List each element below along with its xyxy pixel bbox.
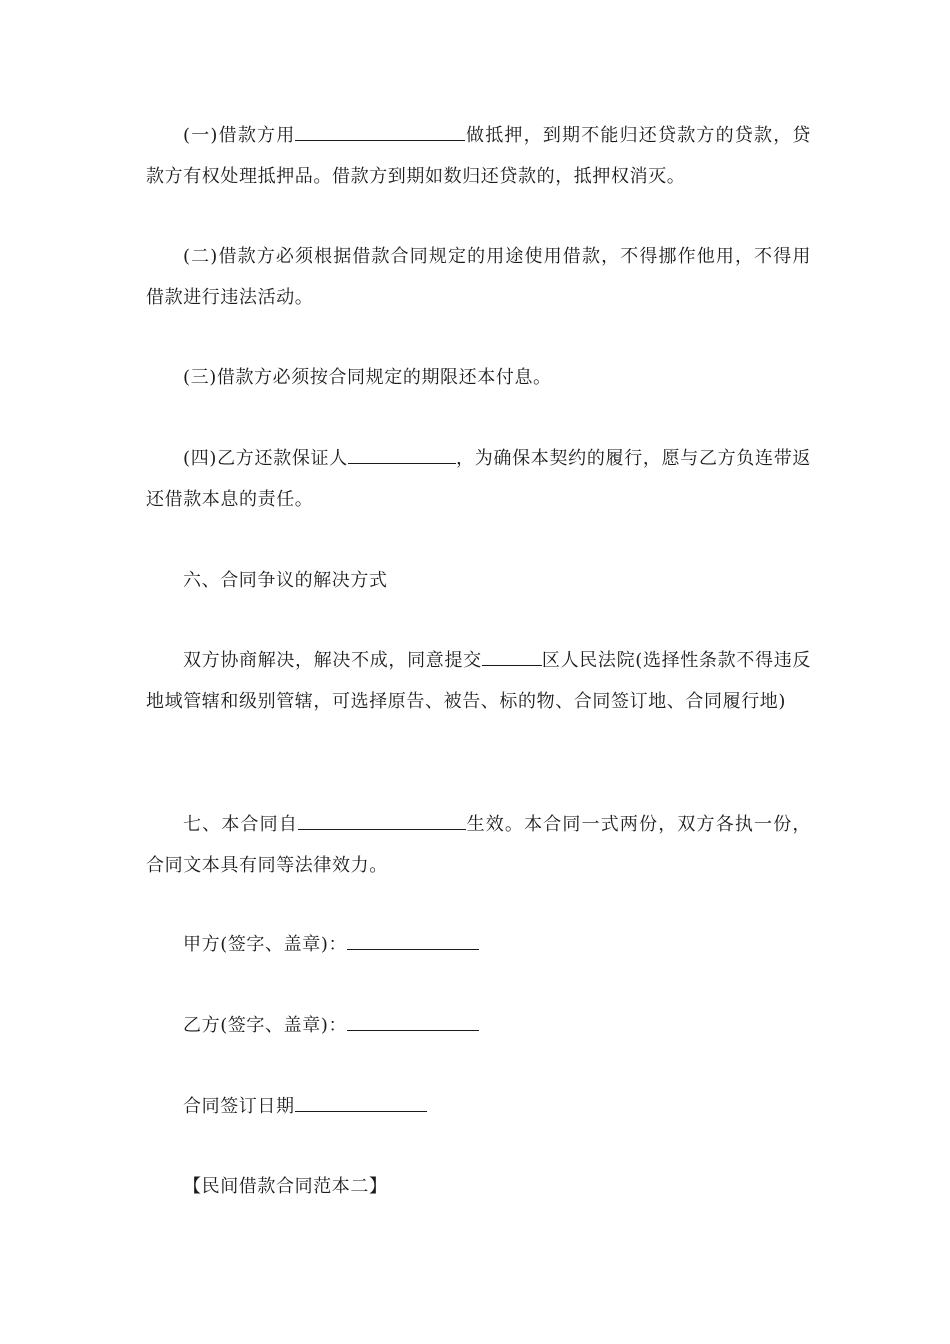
clause-guarantor-lead: (四)乙方还款保证人: [183, 448, 348, 469]
party-b-signature-label: 乙方(签字、盖章)：: [183, 1015, 348, 1036]
clause-repayment-term: (三)借款方必须按合同规定的期限还本付息。: [183, 367, 552, 388]
signing-date-label: 合同签订日期: [183, 1096, 295, 1117]
party-b-signature-line: [146, 1005, 811, 1046]
signing-date-blank: [295, 1089, 427, 1112]
party-a-signature-label: 甲方(签字、盖章)：: [183, 934, 348, 955]
party-b-signature-blank: [347, 1008, 479, 1031]
effective-date-blank: [298, 807, 466, 830]
clause-effectiveness: [146, 804, 811, 886]
clause-guarantor: [146, 438, 811, 520]
party-a-signature-blank: [347, 927, 479, 950]
clause-effectiveness-rest: 生效。本合同一式两份，双方各执一份，合同文本具有同等法律效力。: [146, 814, 811, 876]
guarantor-blank: [348, 441, 456, 464]
clause-effectiveness-lead: 七、本合同自: [183, 814, 298, 835]
section-title-template-two: 【民间借款合同范本二】: [183, 1176, 388, 1197]
court-district-blank: [482, 643, 542, 666]
clause-mortgage: [146, 115, 811, 197]
clause-loan-usage: (二)借款方必须根据借款合同规定的用途使用借款，不得挪作他用，不得用借款进行违法活动。: [146, 246, 811, 308]
signing-date-line: [146, 1086, 811, 1127]
party-a-signature-line: [146, 924, 811, 965]
clause-dispute-rest: 区人民法院(选择性条款不得违反地域管辖和级别管辖，可选择原告、被告、标的物、合同签订地、合同履行地): [146, 650, 811, 712]
clause-guarantor-rest: ，为确保本契约的履行，愿与乙方负连带返还借款本息的责任。: [146, 448, 812, 510]
section-heading-dispute: 六、合同争议的解决方式: [183, 570, 388, 591]
clause-mortgage-lead: (一)借款方用: [183, 125, 296, 146]
clause-mortgage-rest: 做抵押，到期不能归还贷款方的贷款，贷款方有权处理抵押品。借款方到期如数归还贷款的，抵押权消灭。: [146, 125, 811, 187]
mortgage-item-blank: [295, 118, 465, 141]
clause-dispute-resolution: [146, 640, 811, 722]
clause-dispute-lead: 双方协商解决，解决不成，同意提交: [183, 650, 482, 671]
